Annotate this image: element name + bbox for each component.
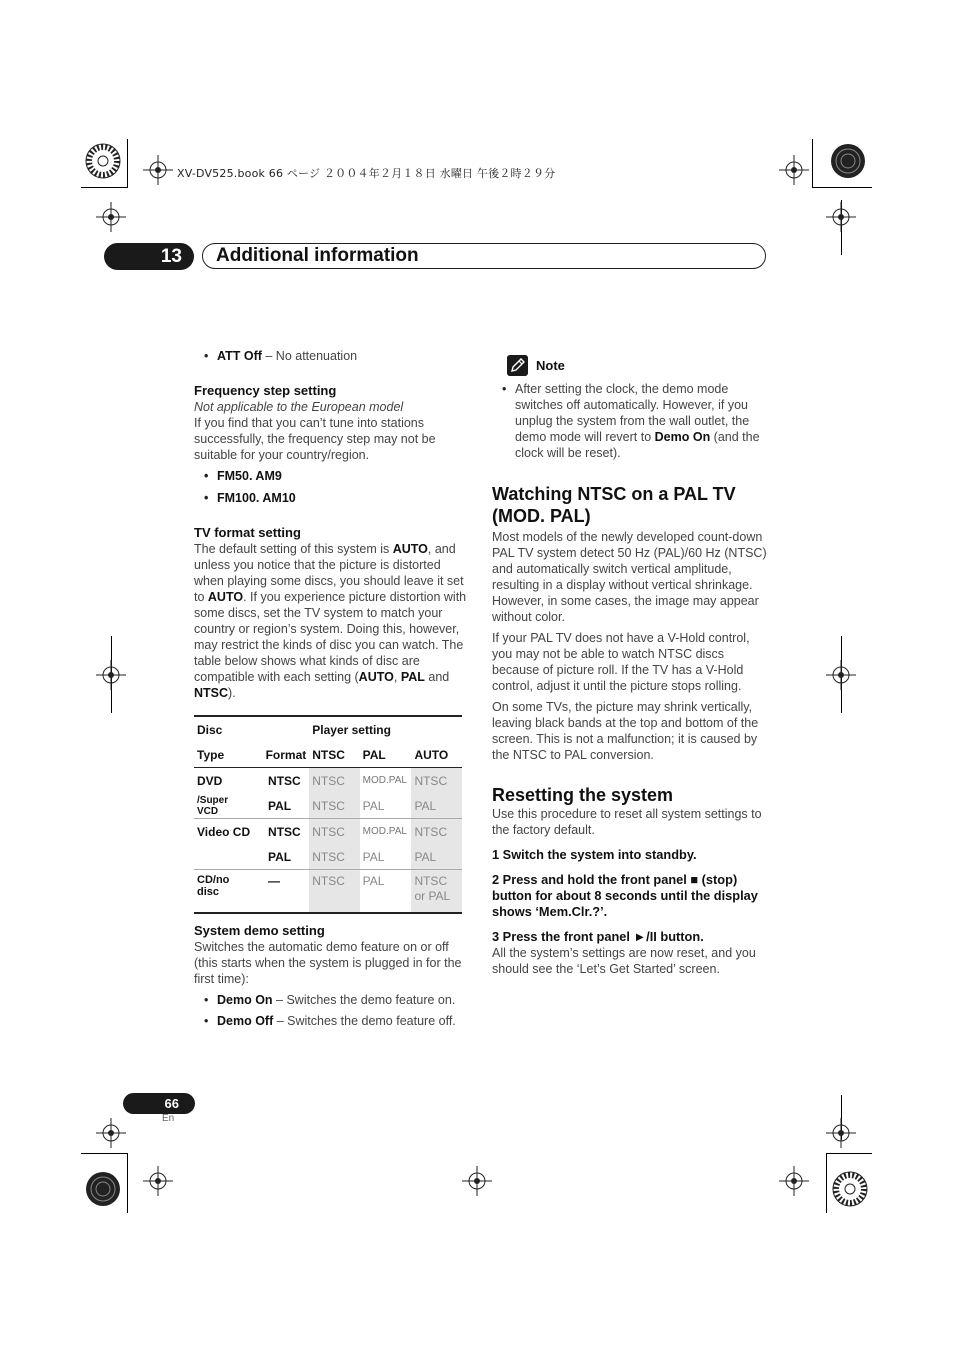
ntsc-heading: Watching NTSC on a PAL TV (MOD. PAL) [492,484,736,526]
note-body: • After setting the clock, the demo mode switches off automatically. However, if you unplug the system from the wall outlet, the demo mode will revert to Demo On (and the clock will be reset). [492,381,767,461]
crosshair-mark-icon [826,202,856,232]
demo-heading: System demo setting [194,923,325,938]
reset-step: 3 Press the front panel ►/II button. [492,929,704,944]
ntsc-para: On some TVs, the picture may shrink vertically, leaving black bands at the top and bottom of the screen. This is not a malfunction; it is caused by the NTSC to PAL conversion. [492,700,759,762]
table-header-auto: AUTO [414,747,449,762]
registration-mark-icon [84,1170,122,1208]
demo-section [194,923,472,1029]
reset-step: 1 Switch the system into standby. [492,847,697,862]
crosshair-mark-icon [779,1166,809,1196]
page-language: En [162,1113,175,1124]
crosshair-mark-icon [96,1118,126,1148]
registration-mark-icon [831,1170,869,1208]
freq-heading: Frequency step setting [194,383,337,398]
table-row: PAL NTSC PAL PAL [194,844,462,870]
table-header-format: Format [265,747,307,762]
table-header-type: Type [197,747,225,762]
table-header-ntsc: NTSC [312,747,345,762]
registration-mark-icon [84,142,122,180]
freq-note: Not applicable to the European model [194,400,404,414]
att-off-item: • ATT Off – No attenuation [194,348,469,364]
freq-body: If you find that you can’t tune into stations successfully, the frequency step may not be suitable for your country/region. [194,416,436,462]
table-row: Video CD NTSC NTSC MOD.PAL NTSC [194,819,462,845]
crosshair-mark-icon [143,155,173,185]
crosshair-mark-icon [826,660,856,690]
table-header-pal: PAL [362,747,386,762]
reset-intro: Use this procedure to reset all system settings to the factory default. [492,807,762,837]
page-number: 66 [123,1093,195,1114]
reset-outro: All the system’s settings are now reset, and you should see the ‘Let’s Get Started’ screen. [492,946,756,976]
freq-option: • FM50. AM9 [194,468,469,484]
crosshair-mark-icon [96,660,126,690]
tv-format-table [194,715,462,914]
crosshair-mark-icon [826,1118,856,1148]
registration-mark-icon [829,142,867,180]
tv-body: The default setting of this system is AUTO, and unless you notice that the picture is distorted when playing some discs, you should leave it set to AUTO. If you experience picture distortion with some discs, set the TV system to match your country or region’s system. Doing this, however, may restrict the kinds of disc you can watch. The table below shows what kinds of disc are compatible with each setting (AUTO, PAL and NTSC). [194,542,467,700]
tv-heading: TV format setting [194,525,301,540]
demo-on-item: • Demo On – Switches the demo feature on. [194,992,472,1008]
table-row: /Super VCD PAL NTSC PAL PAL [194,793,462,819]
reset-step: 2 Press and hold the front panel ■ (stop) button for about 8 seconds until the display shows ‘Mem.Clr.?’. [492,872,758,919]
demo-off-item: • Demo Off – Switches the demo feature off. [194,1013,472,1029]
table-row: CD/no disc — NTSC PAL NTSC or PAL [194,870,462,914]
freq-option: • FM100. AM10 [194,490,469,506]
ntsc-section [492,483,767,763]
note-pencil-icon [507,355,528,376]
chapter-title: Additional information [216,245,419,266]
reset-section [492,784,767,977]
crosshair-mark-icon [462,1166,492,1196]
reset-heading: Resetting the system [492,785,674,805]
chapter-number: 13 [104,243,194,270]
crosshair-mark-icon [143,1166,173,1196]
crosshair-mark-icon [96,202,126,232]
crosshair-mark-icon [779,155,809,185]
ntsc-para: Most models of the newly developed count-down PAL TV system detect 50 Hz (PAL)/60 Hz (NTSC) and automatically switch vertical amplitude, resulting in a display without vertical shrinkage. However, in some cases, the image may appear without color. [492,530,767,624]
table-header-player: Player setting [312,722,391,737]
table-row: DVD NTSC NTSC MOD.PAL NTSC [194,768,462,794]
book-header: XV-DV525.book 66 ページ ２００４年２月１８日 水曜日 午後２時２９分 [177,167,556,180]
left-column [194,348,469,701]
table-header-disc: Disc [197,722,223,737]
ntsc-para: If your PAL TV does not have a V-Hold control, you may not be able to watch NTSC discs because of picture roll. If the TV has a V-Hold control, adjust it until the picture stops rolling. [492,631,750,693]
note-label: Note [536,358,565,373]
demo-body: Switches the automatic demo feature on or off (this starts when the system is plugged in for the first time): [194,940,462,986]
